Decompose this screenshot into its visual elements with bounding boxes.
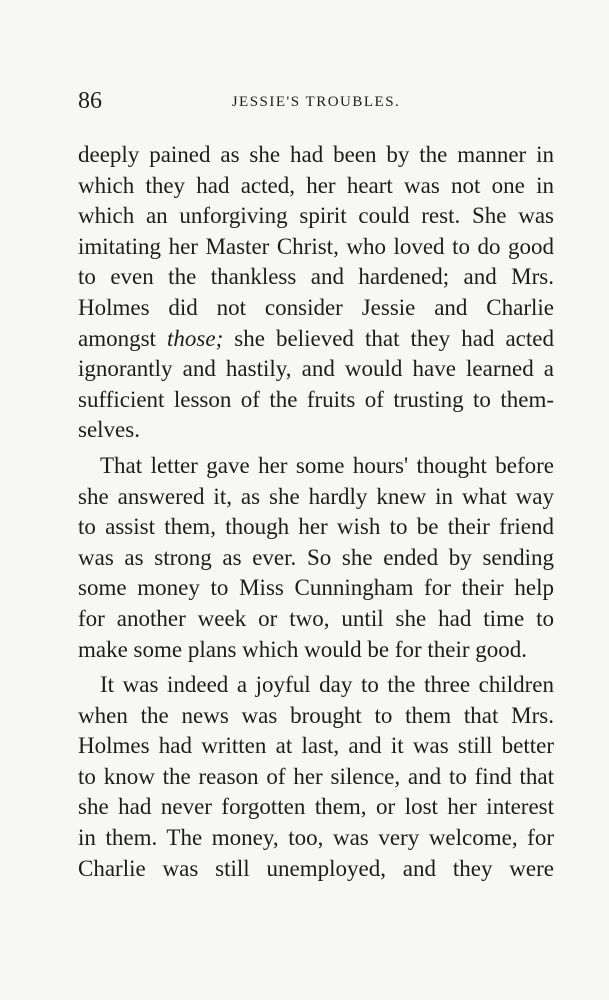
text-line: she answered it, as she hardly knew in what way <box>78 483 554 509</box>
text-line: Holmes had written at last, and it was still better <box>78 733 554 759</box>
text-line: That letter gave her some hours' thought before <box>100 452 554 478</box>
paragraph-1 <box>78 140 554 446</box>
page-number: 86 <box>78 88 102 114</box>
text-line: imitating her Master Christ, who loved to do good <box>78 233 554 259</box>
text-line: in them. The money, too, was very welcome, for <box>78 825 554 851</box>
text-line: deeply pained as she had been by the manner in <box>78 142 554 167</box>
text-line: ignorantly and hastily, and would have learned a <box>78 356 554 382</box>
text-line: for another week or two, until she had time to <box>78 605 554 631</box>
text-line: which an unforgiving spirit could rest. She was <box>78 203 554 229</box>
text-line: which they had acted, her heart was not one in <box>78 172 554 198</box>
text-line: Charlie was still unemployed, and they were <box>78 855 554 881</box>
text-line: to know the reason of her silence, and to find that <box>78 763 554 789</box>
text-line: selves. <box>78 417 140 443</box>
text-line: Holmes did not consider Jessie and Charlie <box>78 294 554 320</box>
text-line: when the news was brought to them that Mrs. <box>78 702 554 728</box>
text-line: was as strong as ever. So she ended by sending <box>78 544 554 570</box>
paragraph-2 <box>78 451 554 665</box>
body-text <box>78 140 554 884</box>
running-head: JESSIE'S TROUBLES. <box>231 94 401 110</box>
text-line: to assist them, though her wish to be their friend <box>78 514 554 540</box>
text-line: some money to Miss Cunningham for their help <box>78 575 554 601</box>
page-header <box>78 88 554 118</box>
text-line: to even the thankless and hardened; and Mrs. <box>78 264 554 290</box>
text-line: It was indeed a joyful day to the three children <box>100 672 554 698</box>
text-line: make some plans which would be for their good. <box>78 636 528 662</box>
text-line: she had never forgotten them, or lost her interest <box>78 794 554 820</box>
italic-emphasis: those; <box>167 325 224 351</box>
text-line: sufficient lesson of the fruits of trusting to them- <box>78 386 554 412</box>
paragraph-3 <box>78 670 554 884</box>
text-line-with-italic: amongst those; she believed that they had acted <box>78 325 554 351</box>
